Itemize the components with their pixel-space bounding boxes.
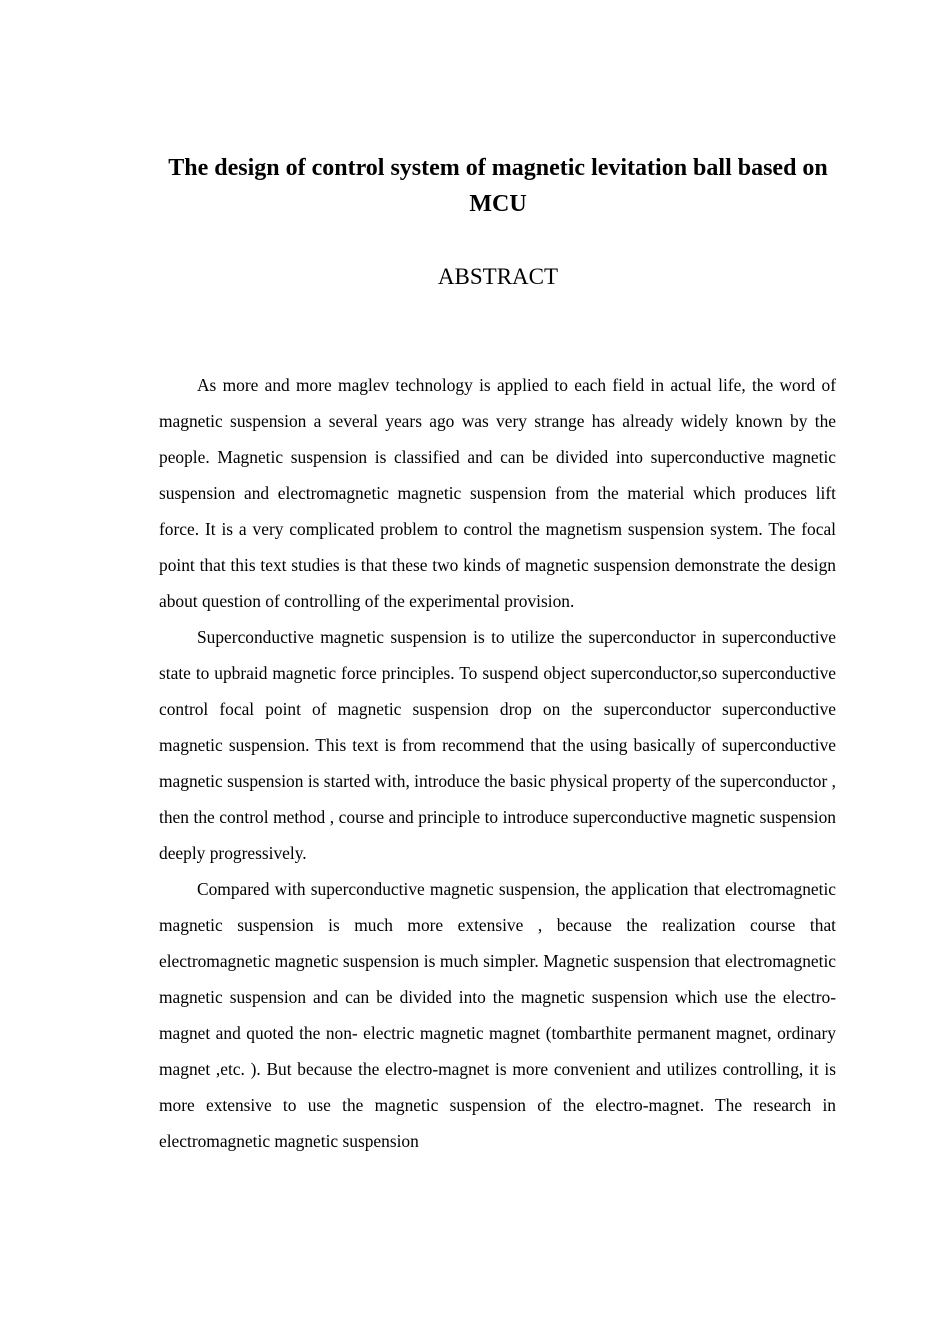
abstract-paragraph: Superconductive magnetic suspension is to utilize the superconductor in superconductive state to upbraid magnetic force principles. To suspend object superconductor,so superconductive control focal point of magnetic suspension drop on the superconductor superconductive magnetic suspension. This text is from recommend that the using basically of superconductive magnetic suspension is started with, introduce the basic physical property of the superconductor , then the control method , course and principle to introduce superconductive magnetic suspension deeply progressively. [159, 627, 836, 863]
abstract-heading: ABSTRACT [437, 264, 559, 289]
abstract-paragraph: As more and more maglev technology is applied to each field in actual life, the word of magnetic suspension a several years ago was very strange has already widely known by the people. Magnetic suspension is classified and can be divided into superconductive magnetic suspension and electromagnetic magnetic suspension from the material which produces lift force. It is a very complicated problem to control the magnetism suspension system. The focal point that this text studies is that these two kinds of magnetic suspension demonstrate the design about question of controlling of the experimental provision. [159, 375, 836, 611]
abstract-body [159, 367, 836, 1159]
document-title: The design of control system of magnetic levitation ball based on MCU [168, 155, 828, 217]
abstract-paragraph: Compared with superconductive magnetic suspension, the application that electromagnetic magnetic suspension is much more extensive , because the realization course that electromagnetic magnetic suspension is much simpler. Magnetic suspension that electromagnetic magnetic suspension and can be divided into the magnetic suspension which use the electro-magnet and quoted the non- electric magnetic magnet (tombarthite permanent magnet, ordinary magnet ,etc. ). But because the electro-magnet is more convenient and utilizes controlling, it is more extensive to use the magnetic suspension of the electro-magnet. The research in electromagnetic magnetic suspension [159, 879, 836, 1151]
